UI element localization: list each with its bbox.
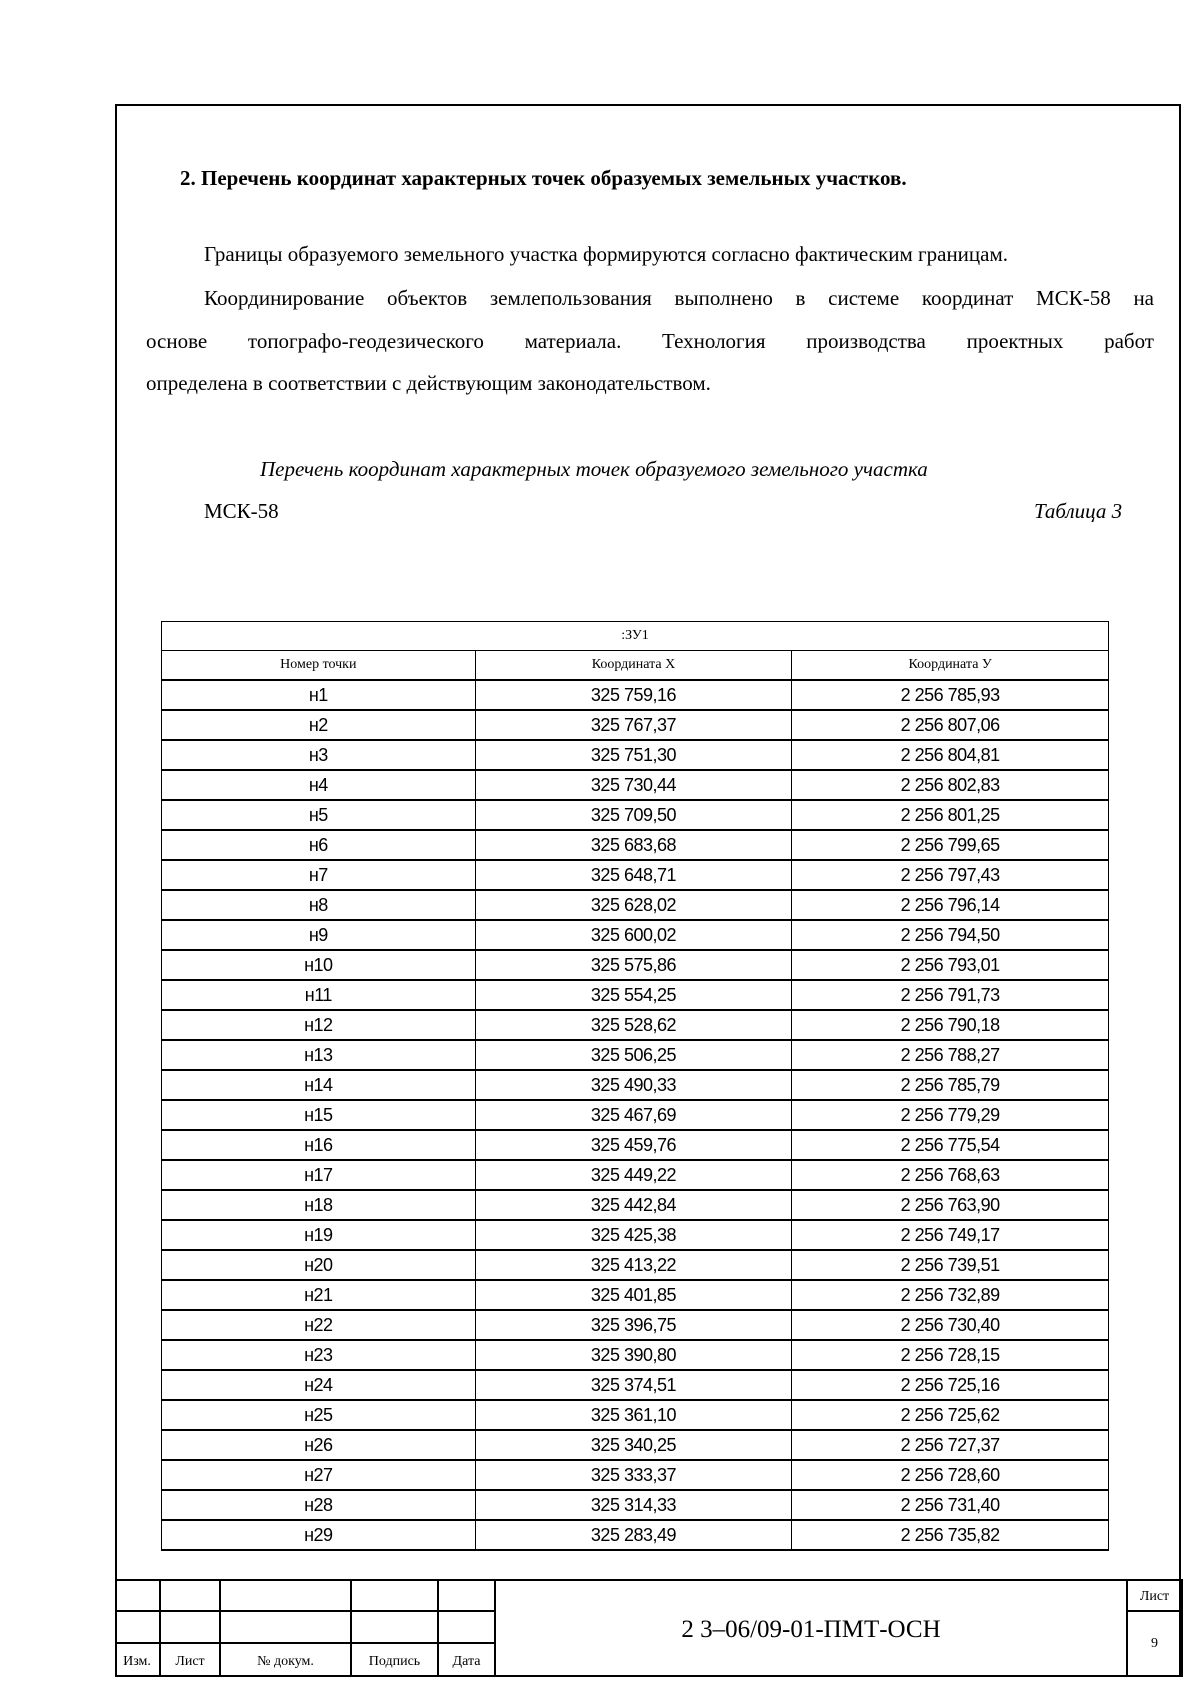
title-block-cell xyxy=(161,1612,221,1644)
coord-y-cell: 2 256 802,83 xyxy=(792,770,1109,800)
coord-y-cell: 2 256 728,60 xyxy=(792,1460,1109,1490)
coord-x-cell: 325 600,02 xyxy=(475,920,792,950)
point-number-cell: н26 xyxy=(162,1430,476,1460)
coord-x-cell: 325 648,71 xyxy=(475,860,792,890)
coord-x-cell: 325 283,49 xyxy=(475,1520,792,1550)
table-row xyxy=(162,830,1109,860)
point-number-cell: н4 xyxy=(162,770,476,800)
coord-y-cell: 2 256 768,63 xyxy=(792,1160,1109,1190)
title-block xyxy=(115,1579,1183,1677)
coord-x-cell: 325 340,25 xyxy=(475,1430,792,1460)
header-point-number: Номер точки xyxy=(162,651,476,681)
point-number-cell: н7 xyxy=(162,860,476,890)
paragraph-coordinates-line1: Координирование объектов землепользования выполнено в системе координат МСК-58 на xyxy=(204,286,1154,310)
coord-y-cell: 2 256 735,82 xyxy=(792,1520,1109,1550)
point-number-cell: н3 xyxy=(162,740,476,770)
coord-x-cell: 325 759,16 xyxy=(475,680,792,710)
title-block-cell xyxy=(221,1612,352,1644)
coord-x-cell: 325 575,86 xyxy=(475,950,792,980)
point-number-cell: н16 xyxy=(162,1130,476,1160)
title-block-cell xyxy=(161,1579,221,1612)
coord-x-cell: 325 396,75 xyxy=(475,1310,792,1340)
table-row xyxy=(162,1190,1109,1220)
table-row xyxy=(162,1160,1109,1190)
table-caption: Перечень координат характерных точек образуемого земельного участка xyxy=(260,457,928,481)
section-heading: 2. Перечень координат характерных точек образуемых земельных участков. xyxy=(180,166,907,190)
coord-x-cell: 325 730,44 xyxy=(475,770,792,800)
point-number-cell: н11 xyxy=(162,980,476,1010)
table-row xyxy=(162,890,1109,920)
coord-y-cell: 2 256 788,27 xyxy=(792,1040,1109,1070)
coord-x-cell: 325 528,62 xyxy=(475,1010,792,1040)
point-number-cell: н19 xyxy=(162,1220,476,1250)
table-row xyxy=(162,770,1109,800)
table-number: Таблица 3 xyxy=(1034,499,1123,523)
coord-y-cell: 2 256 796,14 xyxy=(792,890,1109,920)
point-number-cell: н25 xyxy=(162,1400,476,1430)
table-row xyxy=(162,860,1109,890)
table-row xyxy=(162,1370,1109,1400)
table-row xyxy=(162,1010,1109,1040)
table-row xyxy=(162,980,1109,1010)
point-number-cell: н8 xyxy=(162,890,476,920)
coord-y-cell: 2 256 804,81 xyxy=(792,740,1109,770)
coord-y-cell: 2 256 725,62 xyxy=(792,1400,1109,1430)
point-number-cell: н5 xyxy=(162,800,476,830)
table-row xyxy=(162,1430,1109,1460)
title-block-label: Изм. xyxy=(115,1644,161,1677)
point-number-cell: н6 xyxy=(162,830,476,860)
title-block-label: Подпись xyxy=(352,1644,439,1677)
table-row xyxy=(162,1340,1109,1370)
table-row xyxy=(162,950,1109,980)
coord-x-cell: 325 459,76 xyxy=(475,1130,792,1160)
point-number-cell: н1 xyxy=(162,680,476,710)
point-number-cell: н28 xyxy=(162,1490,476,1520)
coord-x-cell: 325 467,69 xyxy=(475,1100,792,1130)
table-row xyxy=(162,1070,1109,1100)
coord-y-cell: 2 256 785,93 xyxy=(792,680,1109,710)
coord-y-cell: 2 256 775,54 xyxy=(792,1130,1109,1160)
coord-y-cell: 2 256 732,89 xyxy=(792,1280,1109,1310)
point-number-cell: н21 xyxy=(162,1280,476,1310)
table-row xyxy=(162,1100,1109,1130)
table-row xyxy=(162,1280,1109,1310)
coord-y-cell: 2 256 739,51 xyxy=(792,1250,1109,1280)
point-number-cell: н9 xyxy=(162,920,476,950)
coord-x-cell: 325 554,25 xyxy=(475,980,792,1010)
point-number-cell: н15 xyxy=(162,1100,476,1130)
coord-y-cell: 2 256 797,43 xyxy=(792,860,1109,890)
point-number-cell: н27 xyxy=(162,1460,476,1490)
point-number-cell: н13 xyxy=(162,1040,476,1070)
coord-y-cell: 2 256 728,15 xyxy=(792,1340,1109,1370)
point-number-cell: н2 xyxy=(162,710,476,740)
title-block-label: Лист xyxy=(161,1644,221,1677)
coord-y-cell: 2 256 785,79 xyxy=(792,1070,1109,1100)
table-row xyxy=(162,920,1109,950)
paragraph-coordinates-line2: основе топографо-геодезического материала. Технология производства проектных работ xyxy=(146,329,1154,353)
coord-x-cell: 325 506,25 xyxy=(475,1040,792,1070)
table-row xyxy=(162,1130,1109,1160)
point-number-cell: н18 xyxy=(162,1190,476,1220)
coord-y-cell: 2 256 749,17 xyxy=(792,1220,1109,1250)
coordinates-table xyxy=(161,621,1109,1551)
coord-y-cell: 2 256 763,90 xyxy=(792,1190,1109,1220)
title-block-cell xyxy=(439,1612,496,1644)
header-coord-y: Координата У xyxy=(792,651,1109,681)
coord-y-cell: 2 256 807,06 xyxy=(792,710,1109,740)
title-block-cell xyxy=(352,1612,439,1644)
title-block-label: Дата xyxy=(439,1644,496,1677)
table-row xyxy=(162,1040,1109,1070)
table-row xyxy=(162,1520,1109,1550)
coord-x-cell: 325 401,85 xyxy=(475,1280,792,1310)
coord-x-cell: 325 442,84 xyxy=(475,1190,792,1220)
table-row xyxy=(162,1460,1109,1490)
coord-x-cell: 325 490,33 xyxy=(475,1070,792,1100)
table-row xyxy=(162,1310,1109,1340)
point-number-cell: н22 xyxy=(162,1310,476,1340)
table-row xyxy=(162,1220,1109,1250)
point-number-cell: н23 xyxy=(162,1340,476,1370)
paragraph-boundaries: Границы образуемого земельного участка формируются согласно фактическим границам. xyxy=(204,242,1009,266)
table-row xyxy=(162,710,1109,740)
point-number-cell: н12 xyxy=(162,1010,476,1040)
table-row xyxy=(162,740,1109,770)
sheet-number: 9 xyxy=(1126,1612,1183,1677)
point-number-cell: н14 xyxy=(162,1070,476,1100)
coord-y-cell: 2 256 794,50 xyxy=(792,920,1109,950)
coord-x-cell: 325 683,68 xyxy=(475,830,792,860)
table-row xyxy=(162,800,1109,830)
header-coord-x: Координата X xyxy=(475,651,792,681)
coord-x-cell: 325 425,38 xyxy=(475,1220,792,1250)
point-number-cell: н24 xyxy=(162,1370,476,1400)
coord-y-cell: 2 256 725,16 xyxy=(792,1370,1109,1400)
coord-x-cell: 325 449,22 xyxy=(475,1160,792,1190)
coord-y-cell: 2 256 727,37 xyxy=(792,1430,1109,1460)
parcel-label: :ЗУ1 xyxy=(162,622,1109,651)
coord-x-cell: 325 767,37 xyxy=(475,710,792,740)
coord-y-cell: 2 256 801,25 xyxy=(792,800,1109,830)
point-number-cell: н10 xyxy=(162,950,476,980)
coord-y-cell: 2 256 779,29 xyxy=(792,1100,1109,1130)
coord-x-cell: 325 333,37 xyxy=(475,1460,792,1490)
coord-y-cell: 2 256 731,40 xyxy=(792,1490,1109,1520)
coord-y-cell: 2 256 793,01 xyxy=(792,950,1109,980)
point-number-cell: н17 xyxy=(162,1160,476,1190)
coord-x-cell: 325 628,02 xyxy=(475,890,792,920)
table-row xyxy=(162,1400,1109,1430)
table-row xyxy=(162,680,1109,710)
coord-y-cell: 2 256 791,73 xyxy=(792,980,1109,1010)
coord-system: МСК-58 xyxy=(204,499,279,523)
title-block-label: № докум. xyxy=(221,1644,352,1677)
title-block-cell xyxy=(115,1612,161,1644)
point-number-cell: н20 xyxy=(162,1250,476,1280)
title-block-cell xyxy=(439,1579,496,1612)
title-block-cell xyxy=(352,1579,439,1612)
coord-x-cell: 325 709,50 xyxy=(475,800,792,830)
coord-y-cell: 2 256 790,18 xyxy=(792,1010,1109,1040)
coord-x-cell: 325 413,22 xyxy=(475,1250,792,1280)
point-number-cell: н29 xyxy=(162,1520,476,1550)
coord-y-cell: 2 256 730,40 xyxy=(792,1310,1109,1340)
table-row xyxy=(162,1490,1109,1520)
coord-x-cell: 325 751,30 xyxy=(475,740,792,770)
coord-x-cell: 325 314,33 xyxy=(475,1490,792,1520)
table-row xyxy=(162,1250,1109,1280)
coord-x-cell: 325 390,80 xyxy=(475,1340,792,1370)
document-code: 2 3–06/09-01-ПМТ-ОСН xyxy=(496,1579,1126,1679)
coord-y-cell: 2 256 799,65 xyxy=(792,830,1109,860)
coord-x-cell: 325 374,51 xyxy=(475,1370,792,1400)
title-block-cell xyxy=(115,1579,161,1612)
sheet-label: Лист xyxy=(1126,1579,1183,1612)
paragraph-coordinates-line3: определена в соответствии с действующим законодательством. xyxy=(146,371,711,395)
title-block-cell xyxy=(221,1579,352,1612)
coord-x-cell: 325 361,10 xyxy=(475,1400,792,1430)
